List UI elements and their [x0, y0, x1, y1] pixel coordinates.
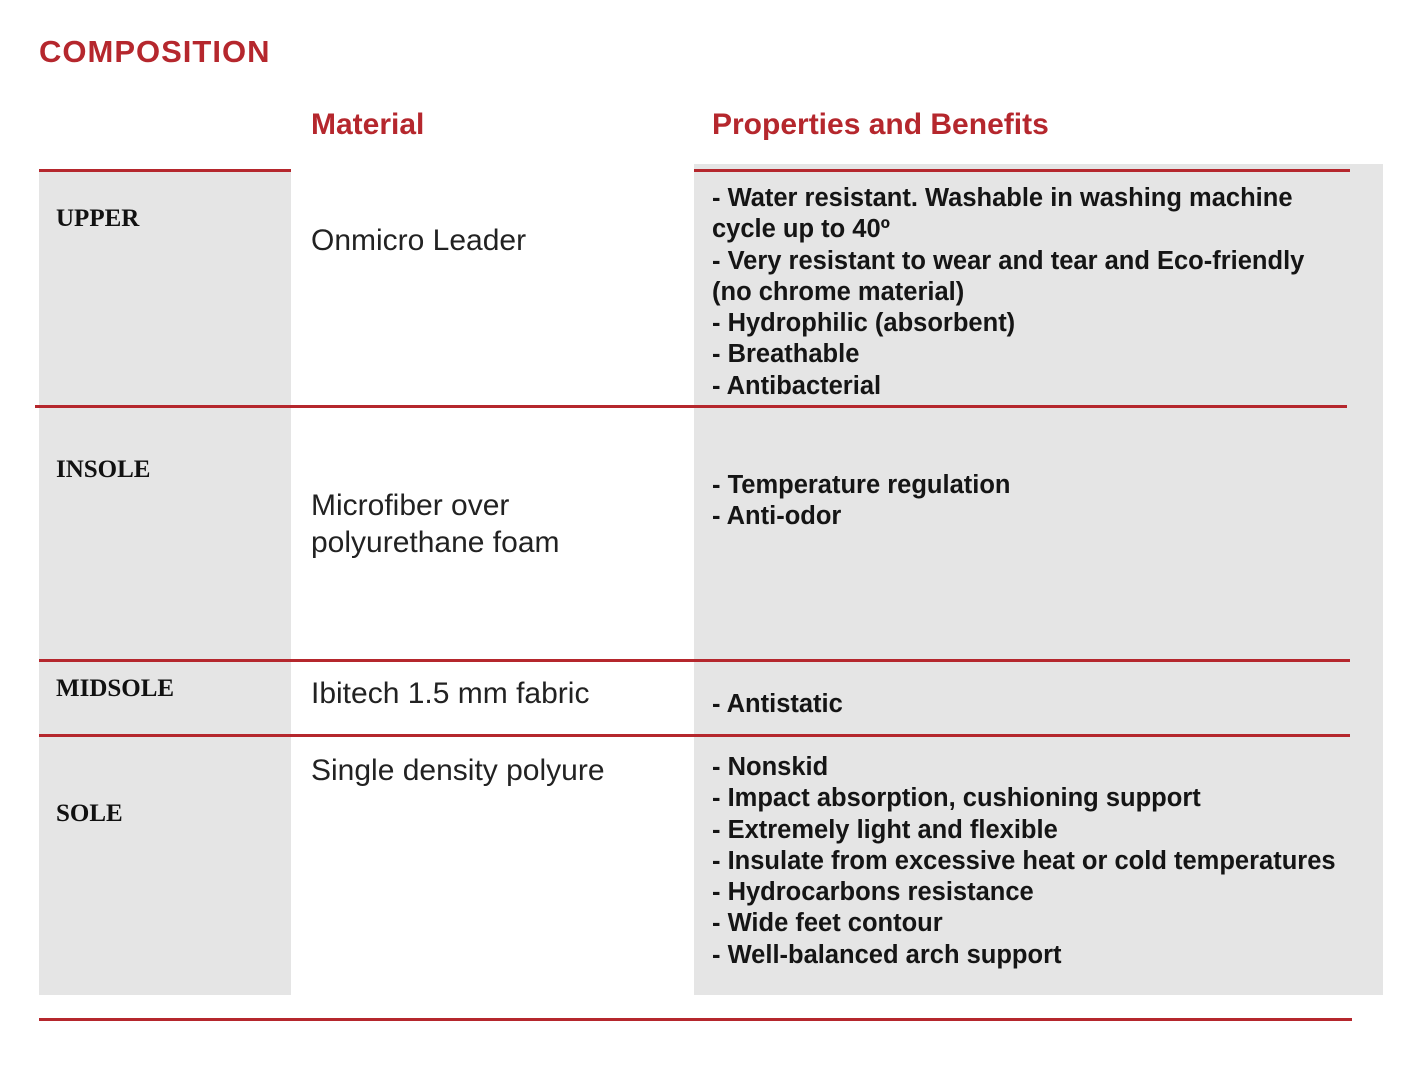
table-bottom-rule [39, 1018, 1352, 1021]
row-divider [35, 405, 1347, 408]
benefit-item: - Temperature regulation [712, 471, 1011, 499]
material-upper: Onmicro Leader [311, 224, 527, 257]
benefit-item: - Very resistant to wear and tear and Eco-friendly [712, 246, 1305, 275]
part-column-panel [39, 170, 291, 995]
row-divider [694, 169, 1350, 172]
part-label-upper: UPPER [56, 205, 140, 232]
row-divider [39, 734, 1350, 737]
material-column-header: Material [311, 108, 425, 141]
material-midsole: Ibitech 1.5 mm fabric [311, 677, 590, 710]
benefit-item: - Anti-odor [712, 502, 842, 531]
material-line: Microfiber over [311, 489, 510, 522]
properties-column-header: Properties and Benefits [712, 108, 1049, 141]
benefits-list-midsole [712, 689, 843, 720]
part-label-insole: INSOLE [56, 456, 151, 483]
benefit-item: (no chrome material) [712, 277, 965, 306]
benefit-item: - Antibacterial [712, 371, 882, 400]
benefit-item: - Nonskid [712, 753, 829, 781]
benefit-item: - Wide feet contour [712, 909, 943, 938]
part-label-sole: SOLE [56, 800, 123, 827]
benefit-item: - Insulate from excessive heat or cold temperatures [712, 846, 1336, 875]
benefits-list-insole [712, 470, 1011, 533]
benefit-item: - Water resistant. Washable in washing machine [712, 184, 1293, 212]
benefit-item: - Impact absorption, cushioning support [712, 784, 1201, 813]
material-sole: Single density polyure [311, 754, 605, 787]
benefit-item: - Antistatic [712, 690, 843, 718]
part-label-midsole: MIDSOLE [56, 675, 175, 702]
row-divider [39, 659, 1350, 662]
material-line: polyurethane foam [311, 526, 560, 559]
benefit-item: - Hydrocarbons resistance [712, 878, 1034, 907]
benefit-item: cycle up to 40º [712, 215, 890, 244]
page-title: COMPOSITION [39, 34, 271, 69]
benefit-item: - Hydrophilic (absorbent) [712, 309, 1016, 338]
benefit-item: - Well-balanced arch support [712, 940, 1062, 969]
benefit-item: - Extremely light and flexible [712, 815, 1058, 844]
row-divider [39, 169, 291, 172]
benefits-list-sole [712, 752, 1336, 971]
material-insole [311, 487, 633, 561]
benefits-list-upper [712, 183, 1304, 402]
benefit-item: - Breathable [712, 340, 860, 369]
